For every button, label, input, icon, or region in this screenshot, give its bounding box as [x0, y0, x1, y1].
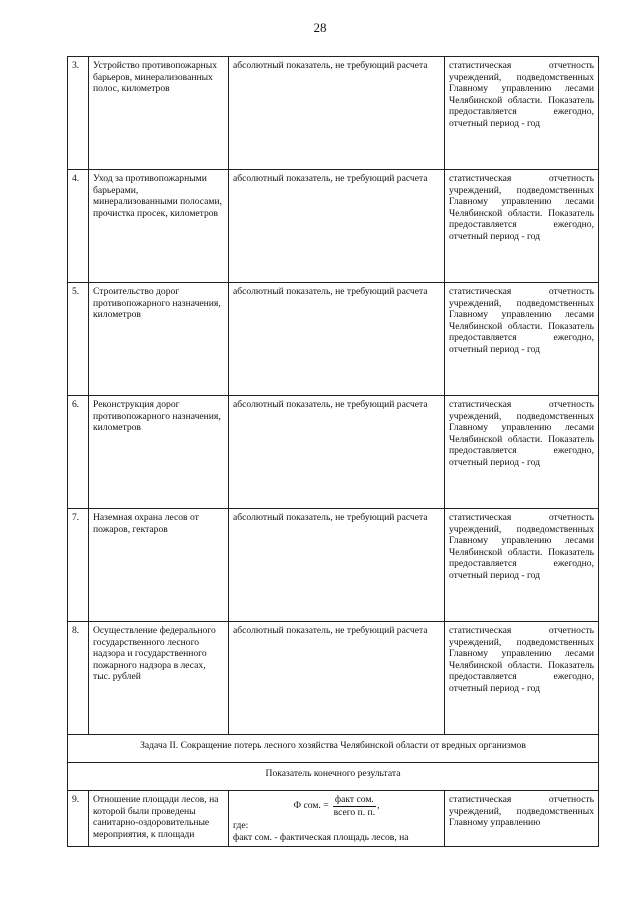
result-header: Показатель конечного результата	[68, 763, 599, 791]
data-source: статистическая отчетность учреждений, подведомственных Главному управлению лесами Челябинской области. Показатель предоставляется ежегодно, отчетный период - год	[445, 57, 599, 170]
calculation-method: абсолютный показатель, не требующий расчета	[229, 396, 445, 509]
where-label: где:	[233, 820, 249, 832]
calculation-method: абсолютный показатель, не требующий расчета	[229, 509, 445, 622]
task-heading-row	[68, 735, 599, 763]
table-row	[68, 283, 599, 396]
data-source: статистическая отчетность учреждений, подведомственных Главному управлению лесами Челябинской области. Показатель предоставляется ежегодно, отчетный период - год	[445, 622, 599, 735]
data-source: статистическая отчетность учреждений, подведомственных Главному управлению лесами Челябинской области. Показатель предоставляется ежегодно, отчетный период - год	[445, 509, 599, 622]
row-number: 6.	[68, 396, 89, 509]
indicator-name: Уход за противопожарными барьерами, минерализованными полосами, прочистка просек, километров	[89, 170, 229, 283]
indicator-name: Строительство дорог противопожарного назначения, километров	[89, 283, 229, 396]
result-heading-row	[68, 763, 599, 791]
row-number: 5.	[68, 283, 89, 396]
calculation-method: абсолютный показатель, не требующий расчета	[229, 57, 445, 170]
indicator-name: Реконструкция дорог противопожарного назначения, километров	[89, 396, 229, 509]
indicator-name: Осуществление федерального государственного лесного надзора и государственного пожарного надзора в лесах, тыс. рублей	[89, 622, 229, 735]
calculation-method: абсолютный показатель, не требующий расчета	[229, 622, 445, 735]
row-number: 9.	[68, 791, 89, 847]
table-row	[68, 622, 599, 735]
formula-numerator: факт сом.	[334, 794, 374, 805]
table-row	[68, 509, 599, 622]
data-source: статистическая отчетность учреждений, подведомственных Главному управлению лесами Челябинской области. Показатель предоставляется ежегодно, отчетный период - год	[445, 170, 599, 283]
table-row	[68, 396, 599, 509]
row-number: 7.	[68, 509, 89, 622]
data-source: статистическая отчетность учреждений, подведомственных Главному управлению лесами Челябинской области. Показатель предоставляется ежегодно, отчетный период - год	[445, 283, 599, 396]
calculation-method: абсолютный показатель, не требующий расчета	[229, 283, 445, 396]
table-row	[68, 57, 599, 170]
formula-denominator: всего п. п.	[333, 806, 376, 818]
row-number: 3.	[68, 57, 89, 170]
table-row	[68, 791, 599, 847]
indicator-name: Устройство противопожарных барьеров, минерализованных полос, километров	[89, 57, 229, 170]
task-title: Задача II. Сокращение потерь лесного хозяйства Челябинской области от вредных организмов	[68, 735, 599, 763]
data-source: статистическая отчетность учреждений, подведомственных Главному управлению лесами Челябинской области. Показатель предоставляется ежегодно, отчетный период - год	[445, 396, 599, 509]
page-number: 28	[313, 20, 327, 35]
formula-lhs: Ф сом. =	[293, 800, 329, 812]
formula-definition: факт сом. - фактическая площадь лесов, на	[233, 831, 409, 843]
table-row	[68, 170, 599, 283]
row-number: 4.	[68, 170, 89, 283]
row-number: 8.	[68, 622, 89, 735]
indicators-table	[67, 56, 599, 847]
calculation-method: абсолютный показатель, не требующий расчета	[229, 170, 445, 283]
indicator-name: Отношение площади лесов, на которой были проведены санитарно-оздоровительные мероприятия, к площади	[89, 791, 229, 847]
calculation-method	[229, 791, 445, 847]
formula	[233, 794, 440, 818]
data-source: статистическая отчетность учреждений, подведомственных Главному управлению	[445, 791, 599, 847]
indicator-name: Наземная охрана лесов от пожаров, гектаров	[89, 509, 229, 622]
formula-fraction	[332, 794, 380, 818]
formula-end: ,	[377, 800, 380, 812]
